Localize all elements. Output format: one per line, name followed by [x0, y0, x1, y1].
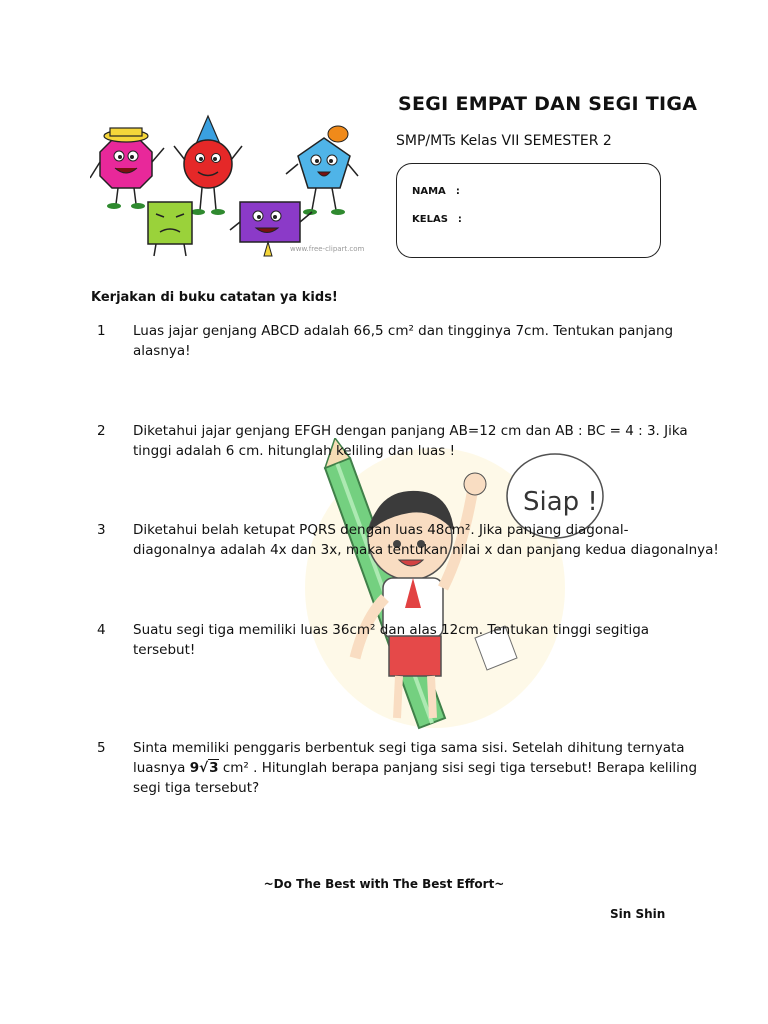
question-text-line: [133, 758, 698, 778]
question-text-line: tinggi adalah 6 cm. hitunglah keliling dan luas !: [133, 443, 456, 459]
question-text-line: segi tiga tersebut?: [133, 780, 260, 796]
question-text-line: diagonalnya adalah 4x dan 3x, maka tentukan nilai x dan panjang kedua diagonalnya!: [133, 542, 719, 558]
question-text-line: alasnya!: [133, 343, 191, 359]
circle-character: [174, 116, 242, 215]
sqrt-radicand: 3: [209, 760, 219, 776]
class-label: KELAS: [412, 214, 448, 225]
student-info-box: [396, 163, 661, 258]
author-name: Sin Shin: [610, 907, 666, 921]
question-number: 1: [97, 323, 106, 339]
question-number: 2: [97, 423, 106, 439]
question-text-line: tersebut!: [133, 642, 196, 658]
question-text-line: Luas jajar genjang ABCD adalah 66,5 cm² dan tingginya 7cm. Tentukan panjang: [133, 323, 674, 339]
name-separator: :: [455, 186, 460, 197]
question-text-line: Diketahui jajar genjang EFGH dengan panjang AB=12 cm dan AB : BC = 4 : 3. Jika: [133, 423, 688, 439]
speech-bubble-text: Siap !: [523, 487, 598, 517]
question-text-line: Sinta memiliki penggaris berbentuk segi tiga sama sisi. Setelah dihitung ternyata: [133, 740, 685, 756]
kid-with-pencil-illustration: [295, 438, 625, 742]
square-character: [148, 202, 192, 256]
octagon-character: [90, 128, 164, 209]
class-separator: :: [457, 214, 462, 225]
name-row: [412, 186, 460, 197]
shape-characters-illustration: [90, 98, 365, 262]
class-row: [412, 214, 462, 225]
question-number: 5: [97, 740, 106, 756]
question-text-fragment: cm² . Hitunglah berapa panjang sisi segi tiga tersebut! Berapa keliling: [218, 760, 698, 776]
question-text-line: Suatu segi tiga memiliki luas 36cm² dan alas 12cm. Tentukan tinggi segitiga: [133, 622, 650, 638]
clipart-watermark: www.free-clipart.com: [290, 245, 365, 253]
motto-text: ~Do The Best with The Best Effort~: [263, 877, 505, 891]
question-text-fragment: luasnya: [133, 760, 190, 776]
sqrt-expression: 9√3: [189, 760, 219, 776]
worksheet-title: SEGI EMPAT DAN SEGI TIGA: [398, 93, 698, 115]
name-label: NAMA: [412, 186, 446, 197]
question-text-line: Diketahui belah ketupat PQRS dengan luas 48cm². Jika panjang diagonal-: [133, 522, 629, 538]
question-number: 4: [97, 622, 106, 638]
instruction-text: Kerjakan di buku catatan ya kids!: [91, 290, 338, 305]
sqrt-coefficient: 9: [189, 760, 200, 776]
worksheet-subtitle: SMP/MTs Kelas VII SEMESTER 2: [396, 133, 612, 149]
question-number: 3: [97, 522, 106, 538]
